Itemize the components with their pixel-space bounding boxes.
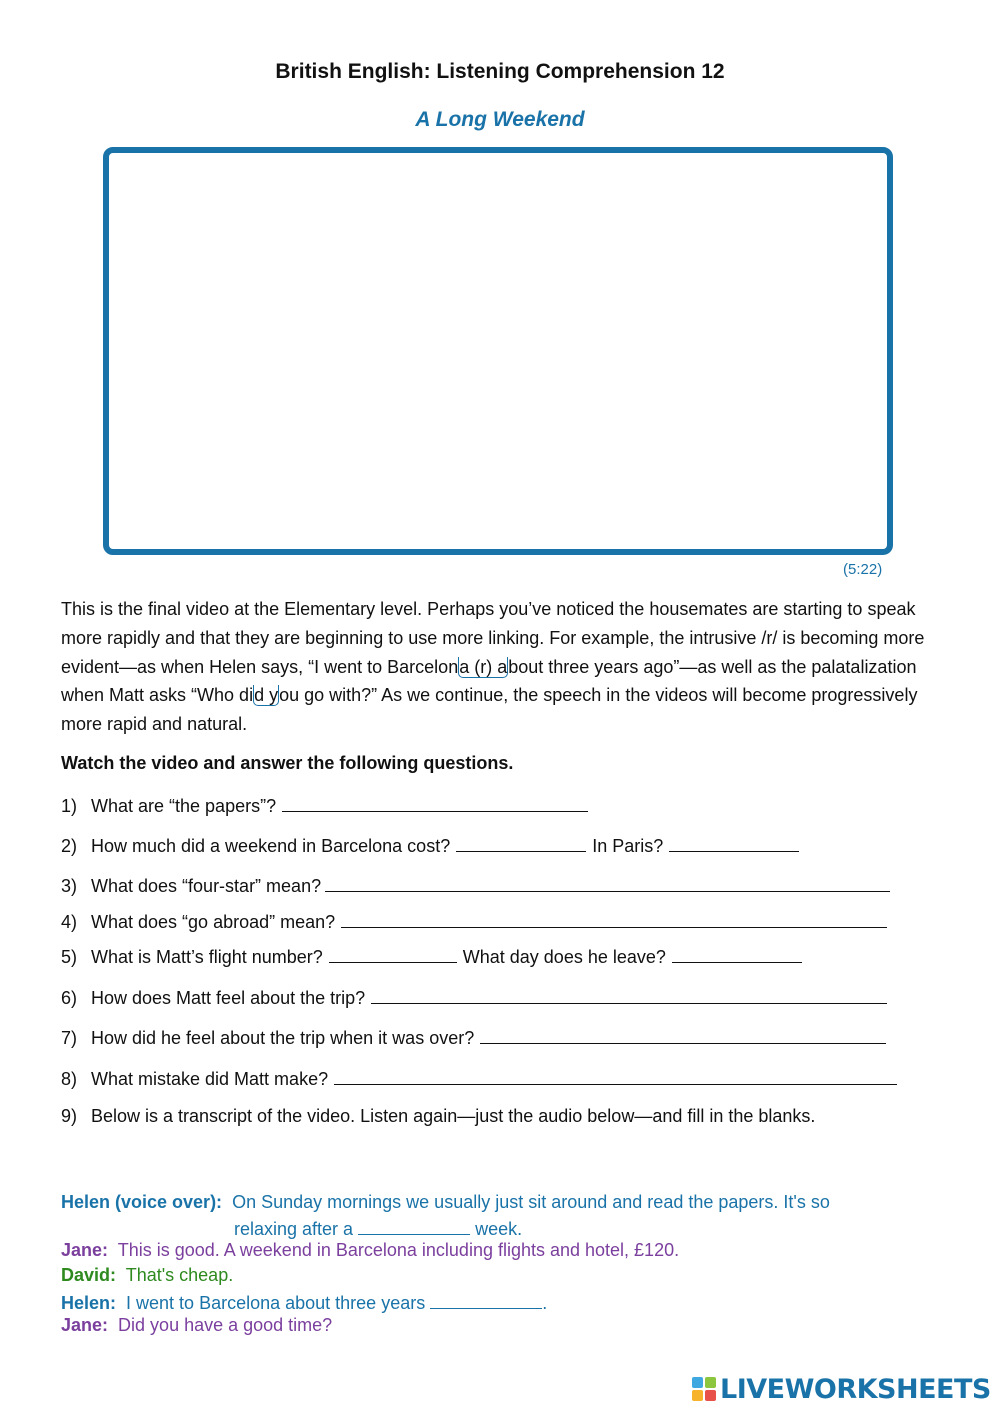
page-subtitle: A Long Weekend [415,108,585,131]
question-2: 2) How much did a weekend in Barcelona cost? In Paris? [61,833,805,857]
question-5: 5) What is Matt’s flight number? What day does he leave? [61,944,808,968]
intro-paragraph: This is the final video at the Elementary level. Perhaps you’ve noticed the housemates are starting to speak more rapidly and that they are beginning to use more linking. For example, the intrusive /r/ is becoming more evident—as when Helen says, “I went to Barcelona (r) about three years ago”—as well as the palatalization when Matt asks “Who did you go with?” As we continue, the speech in the videos will become progressively more rapid and natural. [61,599,925,735]
answer-blank[interactable] [669,833,799,852]
transcript-line: Jane: Did you have a good time? [61,1315,333,1335]
linking-mark: a (r) a [459,656,508,677]
question-3: 3) What does “four-star” mean? [61,873,896,897]
answer-blank[interactable] [282,793,588,812]
answer-blank[interactable] [371,985,887,1004]
question-6: 6) How does Matt feel about the trip? [61,985,893,1009]
transcript-blank[interactable] [430,1290,542,1309]
question-9: 9) Below is a transcript of the video. Listen again—just the audio below—and fill in the blanks. [61,1106,816,1126]
question-8: 8) What mistake did Matt make? [61,1066,903,1090]
answer-blank[interactable] [334,1066,897,1085]
transcript-line: Helen: I went to Barcelona about three years . [61,1290,547,1314]
liveworksheets-logo: LIVEWORKSHEETS [692,1374,991,1404]
instruction-heading: Watch the video and answer the following questions. [61,753,514,773]
video-player[interactable] [103,147,893,555]
answer-blank[interactable] [456,833,586,852]
linking-mark: d y [254,685,279,706]
question-7: 7) How did he feel about the trip when it was over? [61,1025,892,1049]
transcript-line: relaxing after a week. [234,1216,522,1240]
answer-blank[interactable] [672,944,802,963]
transcript-blank[interactable] [358,1216,470,1235]
transcript-line: Helen (voice over): On Sunday mornings we usually just sit around and read the papers. It's so [61,1192,830,1212]
answer-blank[interactable] [480,1025,886,1044]
question-1: 1) What are “the papers”? [61,793,594,817]
question-4: 4) What does “go abroad” mean? [61,909,893,933]
answer-blank[interactable] [329,944,457,963]
transcript-line: Jane: This is good. A weekend in Barcelona including flights and hotel, £120. [61,1240,680,1260]
transcript-line: David: That's cheap. [61,1265,234,1285]
video-duration: (5:22) [843,561,883,578]
page-title: British English: Listening Comprehension 12 [275,60,725,83]
answer-blank[interactable] [325,873,890,892]
logo-blocks-icon [692,1377,716,1401]
answer-blank[interactable] [341,909,887,928]
